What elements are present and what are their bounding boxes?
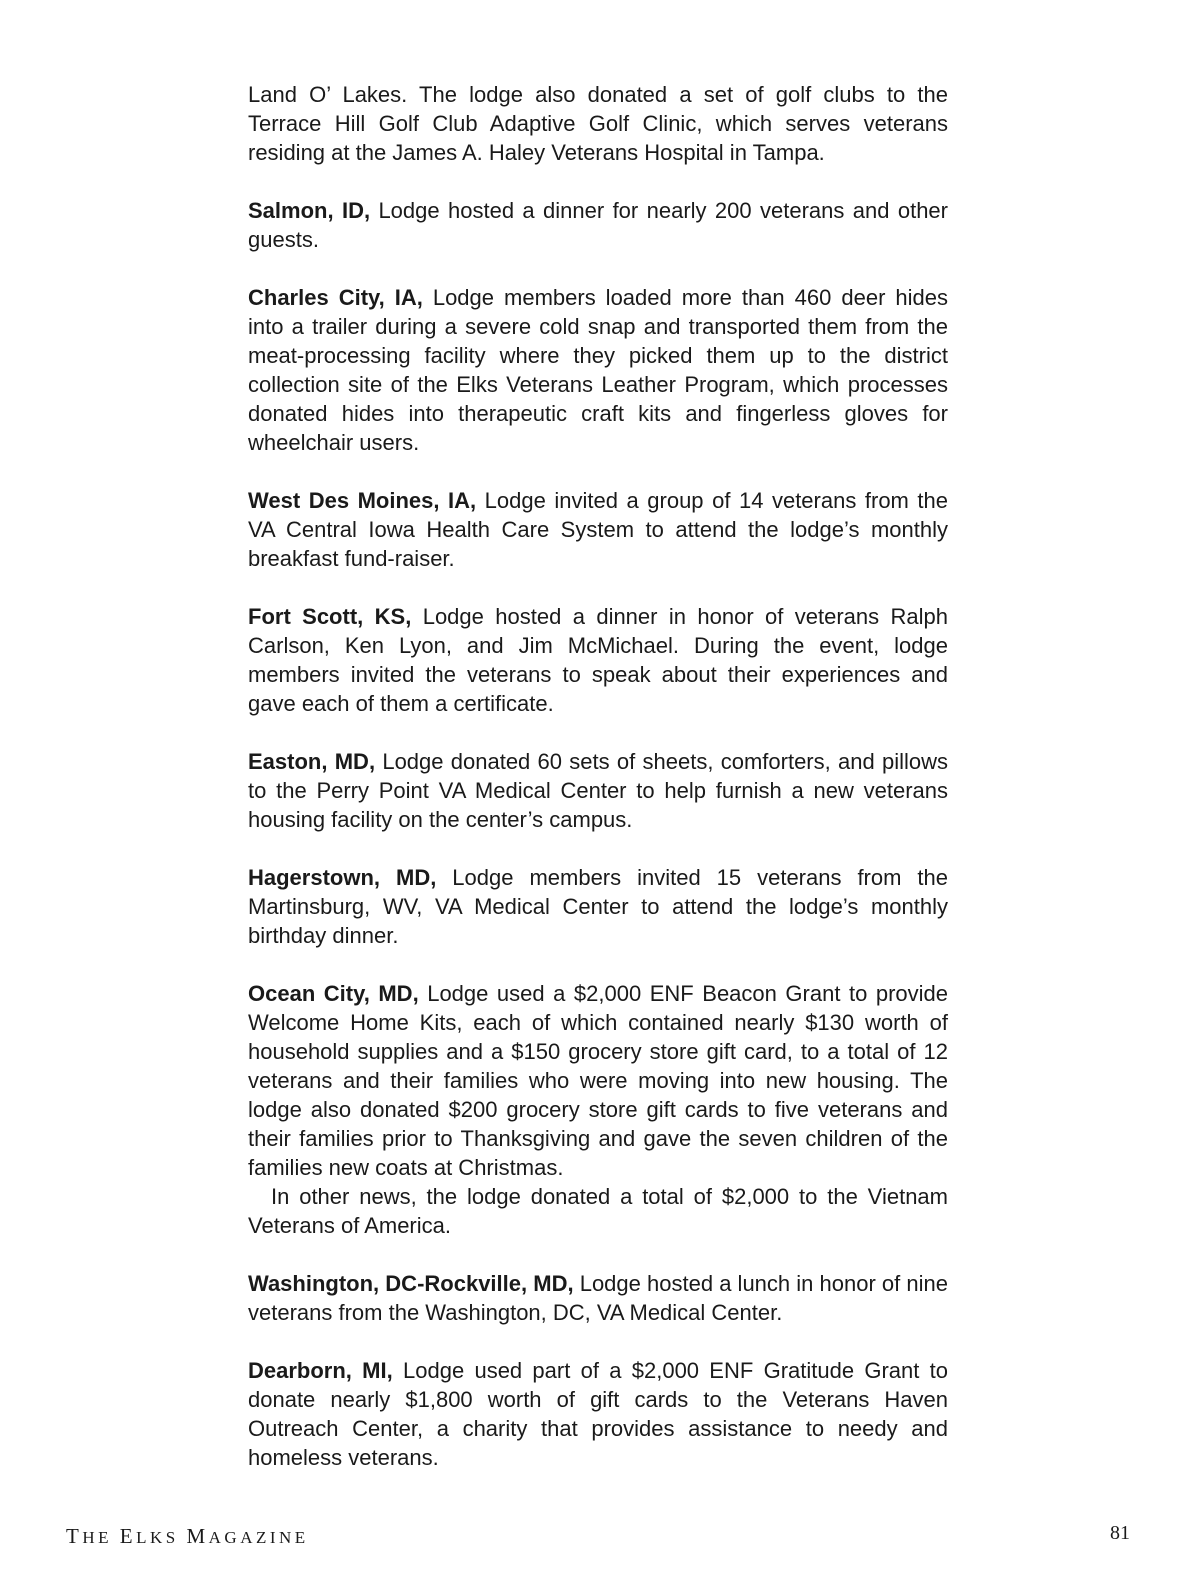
entry-text: Lodge invited a group of 14 veterans from the VA Central Iowa Health Care System to attend the lodge’s monthly breakfast fund-raiser. (248, 488, 948, 571)
entry-location: Easton, MD, (248, 749, 376, 774)
intro-text: Land O’ Lakes. The lodge also donated a set of golf clubs to the Terrace Hill Golf Club Adaptive Golf Clinic, which serves veterans residing at the James A. Haley Veterans Hospital in Tampa. (248, 82, 948, 165)
entry-location: Fort Scott, KS, (248, 604, 412, 629)
entry-washington (248, 1269, 948, 1327)
entry-continuation: In other news, the lodge donated a total of $2,000 to the Vietnam Veterans of America. (248, 1184, 948, 1238)
entry-location: Washington, DC-Rockville, MD, (248, 1271, 574, 1296)
entry-west-des-moines (248, 486, 948, 573)
entry-text: Lodge hosted a dinner in honor of veterans Ralph Carlson, Ken Lyon, and Jim McMichael. During the event, lodge members invited the veterans to speak about their experiences and gave each of them a certificate. (248, 604, 949, 716)
entry-dearborn (248, 1356, 948, 1472)
entry-location: Ocean City, MD, (248, 981, 419, 1006)
entry-location: West Des Moines, IA, (248, 488, 477, 513)
entry-salmon (248, 196, 948, 254)
entry-location: Dearborn, MI, (248, 1358, 393, 1383)
entry-text: Lodge hosted a dinner for nearly 200 veterans and other guests. (248, 198, 948, 252)
entry-ocean-city (248, 979, 948, 1240)
entry-text: Lodge members loaded more than 460 deer hides into a trailer during a severe cold snap and transported them from the meat-processing facility where they picked them up to the district collection site of the Elks Veterans Leather Program, which processes donated hides into therapeutic craft kits and fingerless gloves for wheelchair users. (248, 285, 948, 455)
intro-paragraph (248, 80, 948, 167)
page-number: 81 (1110, 1522, 1130, 1544)
entry-text: Lodge used a $2,000 ENF Beacon Grant to provide Welcome Home Kits, each of which contained nearly $130 worth of household supplies and a $150 grocery store gift card, to a total of 12 veterans and their families who were moving into new housing. The lodge also donated $200 grocery store gift cards to five veterans and their families prior to Thanksgiving and gave the seven children of the families new coats at Christmas. (248, 981, 948, 1180)
entry-easton (248, 747, 948, 834)
magazine-title: THE ELKS MAGAZINE (66, 1524, 309, 1548)
entry-text: Lodge hosted a lunch in honor of nine veterans from the Washington, DC, VA Medical Center. (248, 1271, 949, 1325)
article-body (248, 80, 948, 1501)
entry-fort-scott (248, 602, 948, 718)
entry-text: Lodge members invited 15 veterans from the Martinsburg, WV, VA Medical Center to attend the lodge’s monthly birthday dinner. (248, 865, 948, 948)
entry-location: Hagerstown, MD, (248, 865, 437, 890)
entry-hagerstown (248, 863, 948, 950)
entry-charles-city (248, 283, 948, 457)
entry-text: Lodge donated 60 sets of sheets, comforters, and pillows to the Perry Point VA Medical Center to help furnish a new veterans housing facility on the center’s campus. (248, 749, 948, 832)
entry-location: Charles City, IA, (248, 285, 423, 310)
entry-text: Lodge used part of a $2,000 ENF Gratitude Grant to donate nearly $1,800 worth of gift cards to the Veterans Haven Outreach Center, a charity that provides assistance to needy and homeless veterans. (248, 1358, 948, 1470)
entry-location: Salmon, ID, (248, 198, 371, 223)
